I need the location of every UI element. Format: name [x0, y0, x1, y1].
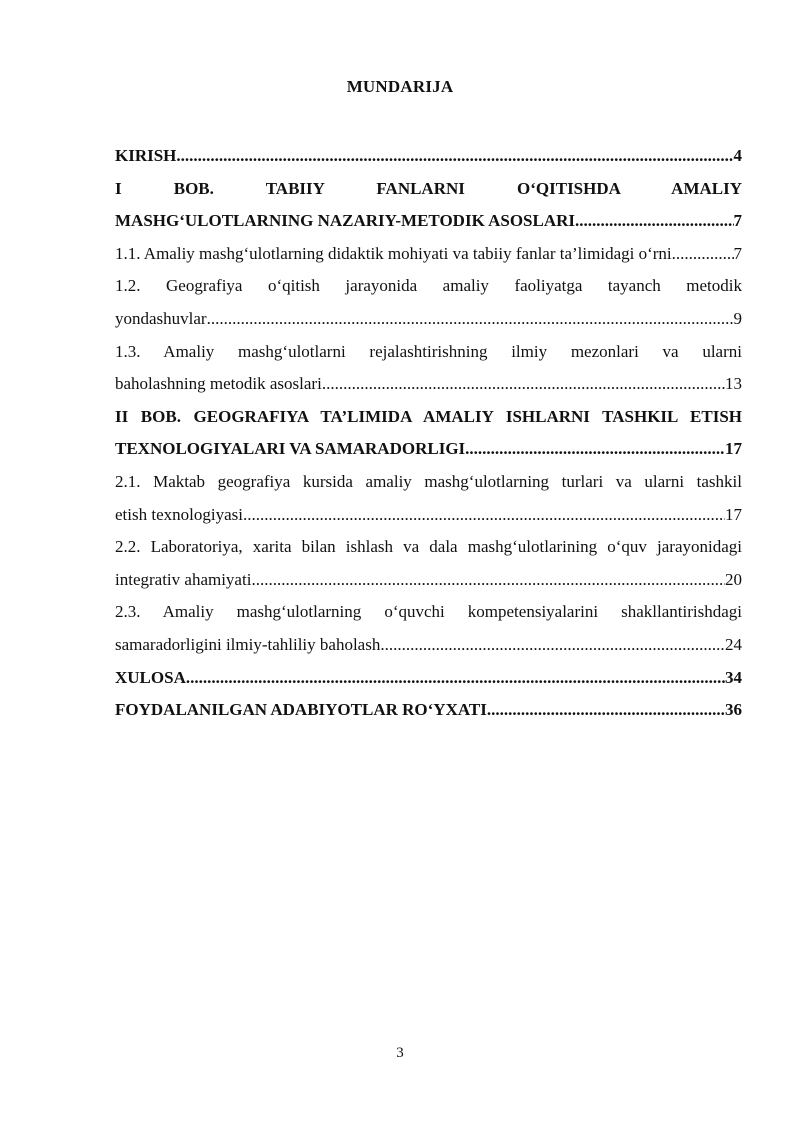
toc-section-2-3[interactable]	[115, 629, 742, 662]
toc-page-number: 36	[725, 700, 742, 720]
toc-entry-title: samaradorligini ilmiy-tahliliy baholash	[115, 634, 381, 654]
toc-entry-title: MASHG‘ULOTLARNING NAZARIY-METODIK ASOSLARI	[115, 211, 576, 231]
toc-section-1-3[interactable]	[115, 368, 742, 401]
toc-page-number: 17	[725, 504, 742, 524]
toc-entry-title: etish texnologiyasi	[115, 504, 243, 524]
dot-leader	[322, 368, 725, 401]
dot-leader	[243, 499, 725, 532]
toc-entry-title: yondashuvlar	[115, 308, 207, 328]
toc-page-number: 4	[733, 146, 742, 165]
toc-entry-title: 1.1. Amaliy mashg‘ulotlarning didaktik mohiyati va tabiiy fanlar ta’limidagi o‘rni.	[115, 243, 676, 263]
dot-leader	[380, 629, 725, 662]
table-of-contents	[115, 140, 742, 727]
dot-leader	[575, 205, 733, 238]
dot-leader	[207, 303, 734, 336]
toc-section-2-3-line-1[interactable]: 2.3. Amaliy mashg‘ulotlarning o‘quvchi kompetensiyalarini shakllantirishdagi	[115, 602, 742, 622]
toc-page-number: 20	[725, 569, 742, 589]
page-title: MUNDARIJA	[346, 77, 454, 96]
toc-page-number: 13	[725, 374, 742, 394]
toc-chapter-1-line-1[interactable]: I BOB. TABIIY FANLARNI O‘QITISHDA AMALIY	[115, 178, 742, 198]
toc-page-number: 24	[725, 634, 742, 654]
toc-section-1-3-line-1[interactable]: 1.3. Amaliy mashg‘ulotlarni rejalashtirishning ilmiy mezonlari va ularni	[115, 341, 742, 361]
toc-page-number: 17	[725, 439, 742, 459]
toc-entry-xulosa[interactable]	[115, 662, 742, 695]
dot-leader	[186, 662, 725, 695]
toc-entry-title: KIRISH	[115, 146, 177, 165]
dot-leader	[676, 238, 734, 271]
toc-entry-title: XULOSA	[115, 667, 186, 687]
page-number: 3	[396, 1045, 404, 1061]
toc-page-number: 7	[733, 243, 742, 263]
toc-section-1-1[interactable]	[115, 238, 742, 271]
toc-section-2-1-line-1[interactable]: 2.1. Maktab geografiya kursida amaliy mashg‘ulotlarning turlari va ularni tashkil	[115, 471, 742, 491]
toc-chapter-2-line-1[interactable]: II BOB. GEOGRAFIYA TA’LIMIDA AMALIY ISHLARNI TASHKIL ETISH	[115, 406, 742, 426]
toc-entry-title: baholashning metodik asoslari	[115, 374, 322, 394]
toc-entry-title: FOYDALANILGAN ADABIYOTLAR RO‘YXATI	[115, 700, 487, 720]
toc-page-number: 7	[733, 211, 742, 231]
dot-leader	[251, 564, 725, 597]
toc-section-1-2-line-1[interactable]: 1.2. Geografiya o‘qitish jarayonida amaliy faoliyatga tayanch metodik	[115, 276, 742, 296]
toc-entry-title: TEXNOLOGIYALARI VA SAMARADORLIGI	[115, 439, 466, 459]
dot-leader	[176, 140, 733, 173]
toc-section-2-1[interactable]	[115, 499, 742, 532]
toc-section-1-2[interactable]	[115, 303, 742, 336]
toc-section-2-2[interactable]	[115, 564, 742, 597]
toc-section-2-2-line-1[interactable]: 2.2. Laboratoriya, xarita bilan ishlash va dala mashg‘ulotlarining o‘quv jarayonidagi	[115, 537, 742, 557]
dot-leader	[465, 433, 725, 466]
toc-page-number: 34	[725, 667, 742, 687]
dot-leader	[487, 694, 725, 727]
toc-entry-title: integrativ ahamiyati	[115, 569, 252, 589]
toc-entry-kirish[interactable]	[115, 140, 742, 173]
toc-chapter-1[interactable]	[115, 205, 742, 238]
toc-page-number: 9	[733, 308, 742, 328]
toc-entry-references[interactable]	[115, 694, 742, 727]
toc-chapter-2[interactable]	[115, 433, 742, 466]
